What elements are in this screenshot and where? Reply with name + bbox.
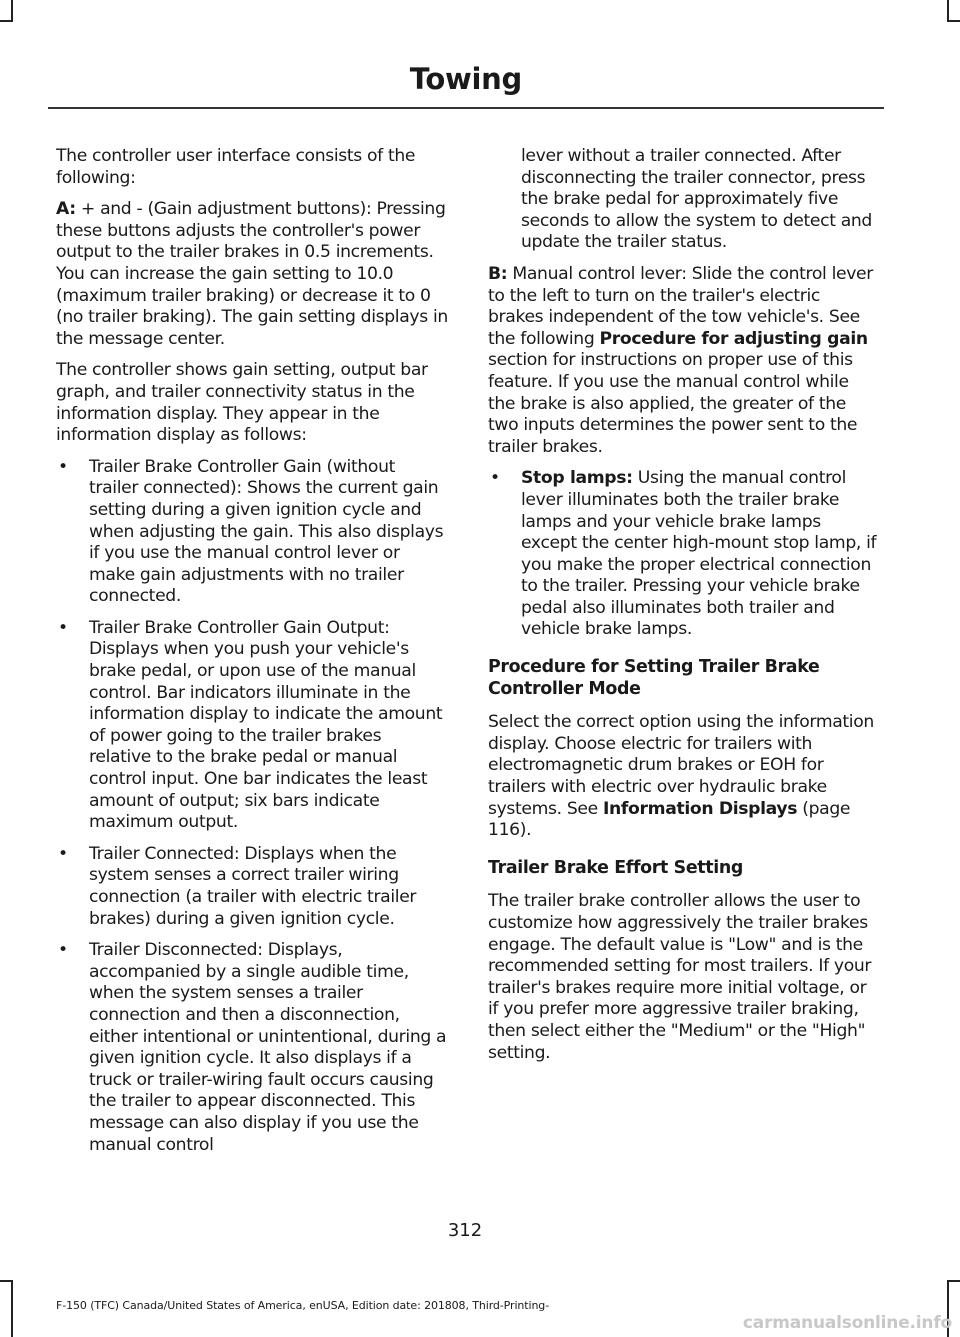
item-b-paragraph: B: Manual control lever: Slide the control lever to the left to turn on the trailer's electric brakes independent of the tow vehicle's. See the following Procedure for adjusting gain section for instructions on proper use of this feature. If you use the manual control while the brake is also applied, the greater of the two inputs determines the power sent to the trailer brakes. — [488, 263, 873, 457]
stop-lamps-label: Stop lamps: — [521, 468, 633, 489]
crop-mark-top-right-h — [947, 20, 960, 22]
bullet-icon: • — [58, 456, 68, 477]
bullet-icon: • — [58, 843, 68, 864]
bullet-continuation: lever without a trailer connected. After disconnecting the trailer connector, press the brake pedal for approximately five seconds to allow the system to detect and update the trailer status. — [521, 146, 872, 253]
bullet-icon: • — [490, 468, 500, 489]
header-divider — [48, 107, 884, 109]
crop-mark-top-left-h — [0, 20, 13, 22]
list-item: • Trailer Disconnected: Displays, accompanied by a single audible time, when the system senses a trailer connection and then a disconnection, either intentional or unintentional, during a given ignition cycle. It also displays if a truck or trailer-wiring fault occurs causing the trailer to appear disconnected. This message can also display if you use the manual control — [58, 940, 447, 1155]
crop-mark-bottom-right-h — [947, 1280, 960, 1282]
crop-mark-bottom-left-h — [0, 1280, 13, 1282]
crop-mark-bottom-left — [11, 1280, 13, 1337]
list-item: • Trailer Brake Controller Gain Output: Displays when you push your vehicle's brake pedal, or upon use of the manual control. Bar indicators illuminate in the information display to indicate the amount of power going to the trailer brakes relative to the brake pedal or manual control input. One bar indicates the least amount of output; six bars indicate maximum output. — [58, 617, 443, 833]
right-column — [488, 146, 880, 1074]
procedure-reference: Procedure for adjusting gain — [599, 328, 868, 349]
watermark: carmanualsonline.info — [742, 1313, 952, 1333]
list-item: • Stop lamps: Using the manual control lever illuminates both the trailer brake lamps and your vehicle brake lamps except the center high-mount stop lamp, if you make the proper electrical connection to the trailer. Pressing your vehicle brake pedal also illuminates both trailer and vehicle brake lamps. — [490, 468, 877, 640]
footer-edition: F-150 (TFC) Canada/United States of America, enUSA, Edition date: 201808, Third-Printing- — [56, 1299, 550, 1312]
list-item: • Trailer Connected: Displays when the system senses a correct trailer wiring connection (a trailer with electric trailer brakes) during a given ignition cycle. — [58, 843, 417, 929]
effort-paragraph: The trailer brake controller allows the user to customize how aggressively the trailer brakes engage. The default value is "Low" and is the recommended setting for most trailers. If your trailer's brakes require more initial voltage, or if you prefer more aggressive trailer braking, then select either the "Medium" or the "High" setting. — [488, 891, 872, 1063]
mode-paragraph: Select the correct option using the information display. Choose electric for trailers with electromagnetic drum brakes or EOH for trailers with electric over hydraulic brake systems. See Information Displays (page 116). — [488, 712, 874, 841]
intro-paragraph: The controller user interface consists of the following: — [56, 146, 416, 188]
item-a-paragraph — [56, 199, 448, 350]
item-a-label: A: — [56, 199, 76, 220]
information-displays-reference: Information Displays — [603, 798, 798, 819]
display-bullet-list — [56, 457, 448, 1156]
list-item: • Trailer Brake Controller Gain (without trailer connected): Shows the current gain setting during a given ignition cycle and when adjusting the gain. This also displays if you use the manual control lever or make gain adjustments with no trailer connected. — [58, 456, 444, 607]
crop-mark-top-left — [11, 0, 13, 22]
heading-controller-mode: Procedure for Setting Trailer Brake Controller Mode — [488, 657, 820, 699]
item-a-text: + and - (Gain adjustment buttons): Pressing these buttons adjusts the controller's power output to the trailer brakes in 0.5 increments. You can increase the gain setting to 10.0 (maximum trailer braking) or decrease it to 0 (no trailer braking). The gain setting displays in the message center. — [56, 199, 448, 349]
crop-mark-top-right — [947, 0, 949, 22]
stop-lamps-list — [488, 468, 880, 641]
heading-effort-setting: Trailer Brake Effort Setting — [488, 857, 743, 878]
page-number: 312 — [447, 1220, 483, 1241]
bullet-icon: • — [58, 940, 68, 961]
section-title: Towing — [409, 62, 522, 96]
display-intro-paragraph: The controller shows gain setting, output bar graph, and trailer connectivity status in the information display. They appear in the information display as follows: — [56, 360, 428, 446]
bullet-icon: • — [58, 617, 68, 638]
item-b-label: B: — [488, 263, 508, 284]
left-column — [56, 146, 448, 1166]
